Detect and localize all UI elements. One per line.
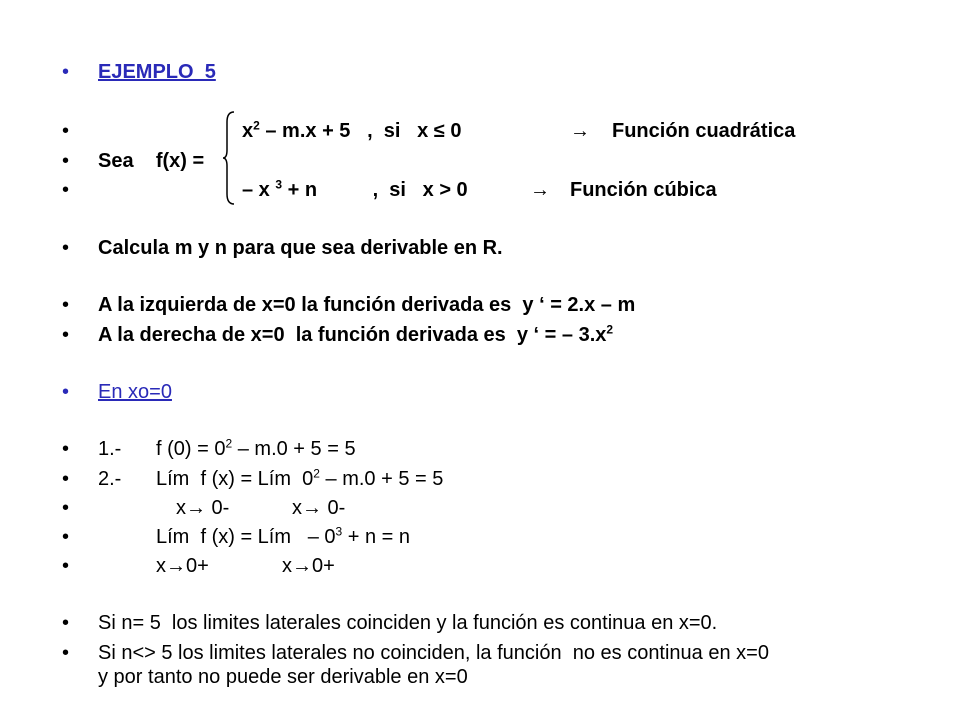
- left-brace-icon: [222, 110, 236, 206]
- limit-subscript-right: x→0+: [282, 555, 335, 577]
- piece1-expression: $x^2 - m.x + 5$ , si x ≤ 0: [242, 118, 462, 142]
- step2-expression: Lím f (x) = Lím $0^2 - m.0 + 5 = 5$: [156, 466, 444, 490]
- bullet: •: [62, 294, 70, 316]
- bullet: •: [62, 381, 70, 403]
- bullet: •: [62, 150, 70, 172]
- arrow-icon: →: [166, 555, 186, 577]
- limit-subscript-right: x→ 0-: [292, 497, 346, 519]
- arrow-icon: →: [302, 497, 322, 519]
- en-xo-heading: En xo=0: [98, 381, 172, 403]
- limit-subscript-left: x→0+: [156, 555, 209, 577]
- bullet: •: [62, 61, 70, 83]
- arrow-icon: →: [292, 555, 312, 577]
- bullet: •: [62, 438, 70, 460]
- bullet: •: [62, 324, 70, 346]
- limit-subscript-left: x→ 0-: [176, 497, 230, 519]
- conclusion-2-line1: Si n<> 5 los limites laterales no coinciden, la función no es continua en x=0: [98, 642, 769, 664]
- arrow-icon: →: [530, 179, 550, 201]
- piece2-label: Función cúbica: [570, 179, 717, 201]
- conclusion-1: Si n= 5 los limites laterales coinciden y la función es continua en x=0.: [98, 612, 718, 634]
- step2-number: 2.-: [98, 468, 122, 490]
- bullet: •: [62, 642, 70, 664]
- bullet: •: [62, 179, 70, 201]
- calcula-text: Calcula m y n para que sea derivable en R.: [98, 237, 503, 259]
- izquierda-text: A la izquierda de x=0 la función derivada es y ‘ = 2.x – m: [98, 294, 636, 316]
- piece2-expression: – x $^3$ + n , si x > 0: [242, 177, 468, 201]
- sea-fx: Sea f(x) =: [98, 150, 205, 172]
- arrow-icon: →: [186, 497, 206, 519]
- bullet: •: [62, 237, 70, 259]
- derecha-text: A la derecha de x=0 la función derivada es y ‘ = – $3.x^2$: [98, 322, 614, 346]
- conclusion-2-line2: y por tanto no puede ser derivable en x=0: [98, 666, 468, 688]
- bullet: •: [62, 468, 70, 490]
- step3-expression: Lím f (x) = Lím – $0^3 + n = n$: [156, 524, 411, 548]
- piece1-label: Función cuadrática: [612, 120, 796, 142]
- arrow-icon: →: [570, 120, 590, 142]
- bullet: •: [62, 612, 70, 634]
- bullet: •: [62, 120, 70, 142]
- step1-expression: f $(0) = 0^2 - m.0 + 5 = 5$: [156, 436, 356, 460]
- bullet: •: [62, 526, 70, 548]
- step1-number: 1.-: [98, 438, 122, 460]
- heading: EJEMPLO 5: [98, 61, 216, 83]
- bullet: •: [62, 497, 70, 519]
- bullet: •: [62, 555, 70, 577]
